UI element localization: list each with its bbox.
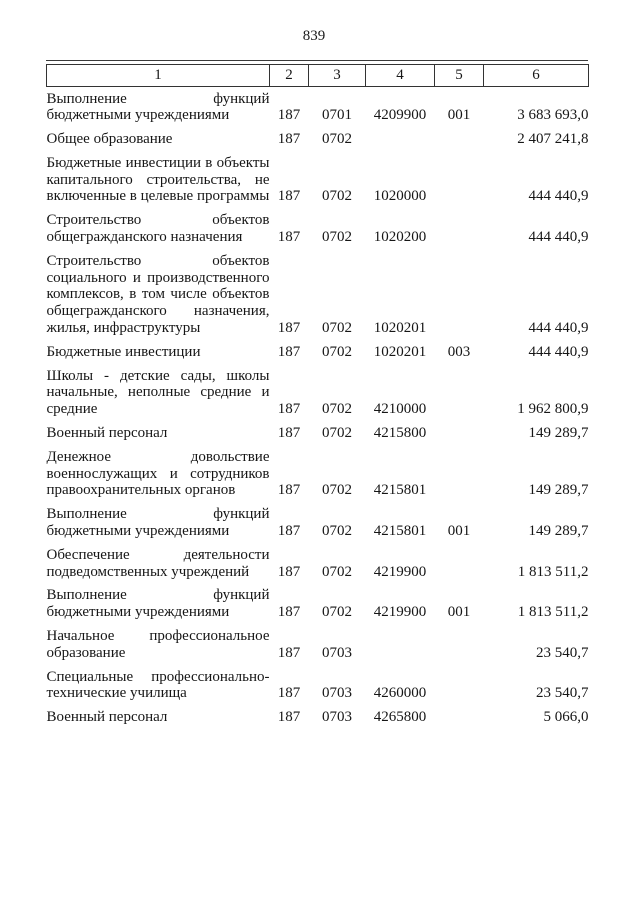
row-section-code-cell: 0702 (322, 131, 352, 148)
row-name-cell: Строительство объектов общегражданского назначения (46, 212, 270, 246)
table-row (47, 151, 589, 208)
row-amount-cell: 2 407 241,8 (517, 131, 589, 148)
row-name-cell: Бюджетные инвестиции в объекты капитального строительства, не включенные в целевые программы (46, 154, 270, 205)
row-target-article-cell: 4215801 (373, 523, 427, 540)
row-grbs-code-cell: 187 (277, 685, 301, 702)
row-amount-cell: 444 440,9 (528, 229, 589, 246)
table-row (47, 87, 589, 128)
row-grbs-code-cell: 187 (277, 709, 301, 726)
budget-table (46, 60, 588, 730)
row-expense-type-cell (435, 445, 484, 502)
row-amount-cell: 444 440,9 (528, 343, 589, 360)
row-section-code-cell: 0702 (322, 425, 352, 442)
table-row (47, 543, 589, 584)
row-amount-cell: 5 066,0 (543, 709, 589, 726)
row-grbs-code-cell: 187 (277, 425, 301, 442)
row-section-code-cell: 0702 (322, 343, 352, 360)
row-amount-cell: 149 289,7 (528, 482, 589, 499)
row-section-code-cell: 0702 (322, 604, 352, 621)
row-name-cell: Денежное довольствие военнослужащих и сотрудников правоохранительных органов (46, 448, 270, 499)
row-section-code-cell: 0703 (322, 644, 352, 661)
row-amount-cell: 444 440,9 (528, 188, 589, 205)
row-name-cell: Начальное профессиональное образование (46, 628, 270, 661)
row-name-cell: Школы - детские сады, школы начальные, неполные средние и средние (46, 367, 270, 418)
row-amount-cell: 1 962 800,9 (517, 401, 589, 418)
row-target-article-cell (366, 128, 435, 152)
row-section-code-cell: 0702 (322, 401, 352, 418)
row-expense-type-cell (435, 706, 484, 730)
column-header-3: 3 (309, 65, 366, 87)
row-name-cell: Военный персонал (46, 425, 168, 442)
row-name-cell: Выполнение функций бюджетными учреждениями (46, 90, 270, 124)
row-expense-type-cell (435, 665, 484, 706)
row-grbs-code-cell: 187 (277, 401, 301, 418)
row-section-code-cell: 0701 (322, 107, 352, 124)
row-target-article-cell: 1020000 (373, 188, 427, 205)
row-expense-type-cell (435, 128, 484, 152)
row-grbs-code-cell: 187 (277, 343, 301, 360)
row-target-article-cell: 4265800 (373, 709, 427, 726)
row-target-article-cell: 4215800 (373, 425, 427, 442)
table-row (47, 422, 589, 446)
row-grbs-code-cell: 187 (277, 229, 301, 246)
table-header-row (47, 65, 589, 87)
row-expense-type-cell: 003 (447, 343, 471, 360)
table-row (47, 209, 589, 250)
row-amount-cell: 23 540,7 (536, 644, 589, 661)
row-grbs-code-cell: 187 (277, 644, 301, 661)
row-amount-cell: 149 289,7 (528, 523, 589, 540)
row-expense-type-cell: 001 (447, 107, 471, 124)
row-expense-type-cell (435, 625, 484, 666)
table-row (47, 445, 589, 502)
row-section-code-cell: 0702 (322, 482, 352, 499)
row-name-cell: Специальные профессионально-технические училища (46, 668, 270, 702)
row-section-code-cell: 0702 (322, 320, 352, 337)
row-section-code-cell: 0702 (322, 229, 352, 246)
row-target-article-cell: 4209900 (373, 107, 427, 124)
row-target-article-cell: 1020200 (373, 229, 427, 246)
column-header-2: 2 (270, 65, 309, 87)
row-expense-type-cell (435, 209, 484, 250)
table-row (47, 503, 589, 544)
table-row (47, 249, 589, 340)
row-name-cell: Военный персонал (46, 709, 168, 726)
row-name-cell: Строительство объектов социального и производственного комплексов, в том числе объектов общегражданского назначения, жилья, инфраструктуры (46, 252, 270, 337)
row-section-code-cell: 0702 (322, 523, 352, 540)
row-grbs-code-cell: 187 (277, 188, 301, 205)
row-grbs-code-cell: 187 (277, 523, 301, 540)
row-target-article-cell (366, 625, 435, 666)
row-amount-cell: 1 813 511,2 (517, 563, 589, 580)
table-row (47, 584, 589, 625)
row-target-article-cell: 4215801 (373, 482, 427, 499)
row-amount-cell: 1 813 511,2 (517, 604, 589, 621)
row-name-cell: Выполнение функций бюджетными учреждениями (46, 506, 270, 540)
row-target-article-cell: 4210000 (373, 401, 427, 418)
row-grbs-code-cell: 187 (277, 131, 301, 148)
row-grbs-code-cell: 187 (277, 482, 301, 499)
table-row (47, 128, 589, 152)
row-expense-type-cell (435, 422, 484, 446)
page-number: 839 (302, 28, 326, 44)
row-expense-type-cell: 001 (447, 604, 471, 621)
row-expense-type-cell (435, 151, 484, 208)
column-header-4: 4 (366, 65, 435, 87)
column-header-1: 1 (47, 65, 270, 87)
row-section-code-cell: 0702 (322, 563, 352, 580)
table-row (47, 625, 589, 666)
row-grbs-code-cell: 187 (277, 604, 301, 621)
column-header-5: 5 (435, 65, 484, 87)
row-section-code-cell: 0703 (322, 685, 352, 702)
table-row (47, 706, 589, 730)
row-section-code-cell: 0702 (322, 188, 352, 205)
row-amount-cell: 149 289,7 (528, 425, 589, 442)
table-top-rule (46, 60, 588, 61)
row-expense-type-cell (435, 543, 484, 584)
table-row (47, 340, 589, 364)
row-name-cell: Обеспечение деятельности подведомственных учреждений (46, 546, 270, 580)
budget-table-grid (46, 64, 589, 730)
table-row (47, 364, 589, 421)
row-expense-type-cell: 001 (447, 523, 471, 540)
row-target-article-cell: 4260000 (373, 685, 427, 702)
row-expense-type-cell (435, 249, 484, 340)
row-grbs-code-cell: 187 (277, 107, 301, 124)
row-amount-cell: 3 683 693,0 (517, 107, 589, 124)
row-expense-type-cell (435, 364, 484, 421)
table-row (47, 665, 589, 706)
row-grbs-code-cell: 187 (277, 563, 301, 580)
column-header-6: 6 (484, 65, 589, 87)
row-name-cell: Выполнение функций бюджетными учреждениями (46, 587, 270, 621)
row-target-article-cell: 4219900 (373, 604, 427, 621)
row-amount-cell: 23 540,7 (536, 685, 589, 702)
row-target-article-cell: 4219900 (373, 563, 427, 580)
row-grbs-code-cell: 187 (277, 320, 301, 337)
table-body (47, 87, 589, 730)
row-amount-cell: 444 440,9 (528, 320, 589, 337)
row-target-article-cell: 1020201 (373, 320, 427, 337)
row-section-code-cell: 0703 (322, 709, 352, 726)
row-name-cell: Общее образование (46, 131, 173, 148)
row-name-cell: Бюджетные инвестиции (46, 343, 201, 360)
row-target-article-cell: 1020201 (373, 343, 427, 360)
